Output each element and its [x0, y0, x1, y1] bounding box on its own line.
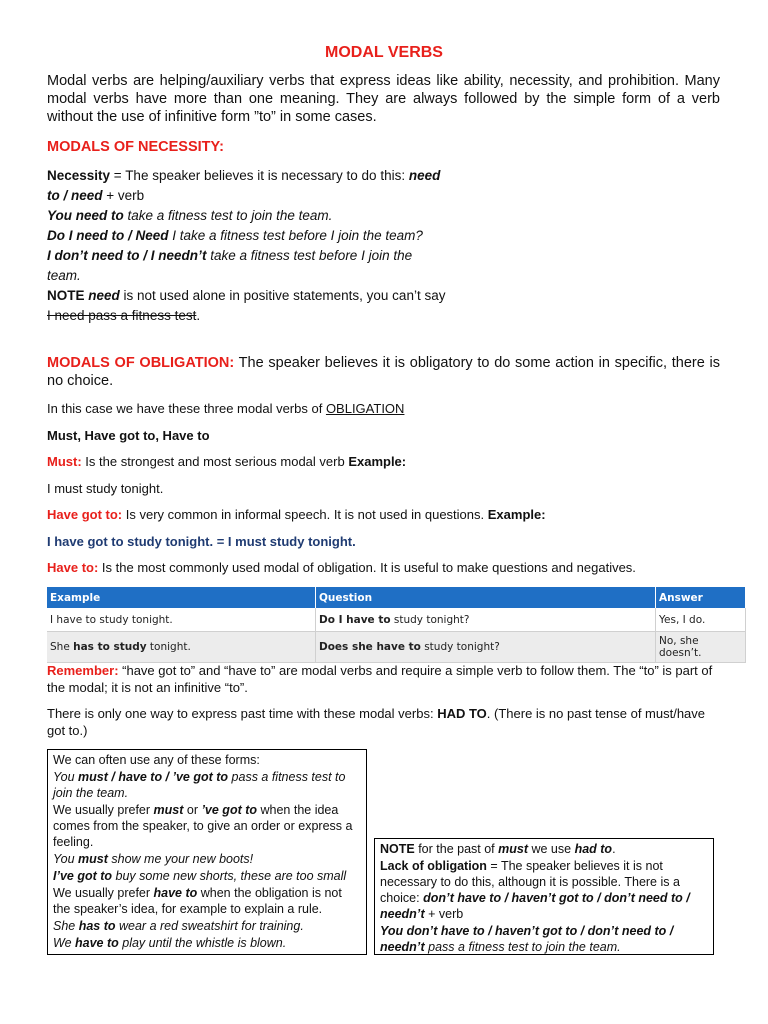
box1-line — [53, 935, 361, 951]
box1-text: or — [183, 803, 202, 817]
table-header-question: Question — [316, 587, 656, 608]
box1-line — [53, 769, 361, 801]
example-1-modal: You need to — [47, 208, 124, 223]
have-to-text: Is the most commonly used modal of obligation. It is useful to make questions and negatives. — [98, 560, 636, 575]
box2-line — [380, 923, 708, 955]
intro-paragraph: Modal verbs are helping/auxiliary verbs that express ideas like ability, necessity, and prohibition. Many modal verbs have more than one meaning. They are always followed by the simple form of a verb without the use of infinitive form ”to” in some cases. — [47, 73, 720, 125]
page-title: MODAL VERBS — [325, 44, 443, 61]
case-text: In this case we have these three modal verbs of — [47, 401, 326, 416]
table-cell: I have to study tonight. — [47, 608, 316, 632]
must-label: Must: — [47, 454, 82, 469]
box2-text: + verb — [424, 907, 464, 921]
have-got-to-line — [47, 506, 737, 523]
necessity-form: need to / need — [47, 168, 441, 203]
box1-text: You — [53, 852, 79, 866]
lack-of-obligation-box — [374, 838, 714, 955]
box2-term: Lack of obligation — [380, 859, 487, 873]
box1-modal: have to — [75, 936, 119, 950]
example-3-rest: take a fitness test before I join the team. — [47, 248, 413, 283]
past-tail: . (There is no past tense of must/have got to.) — [47, 706, 706, 738]
box2-line — [380, 841, 708, 857]
must-example: I must study tonight. — [47, 481, 164, 496]
examples-table — [47, 587, 746, 663]
box1-line: We can often use any of these forms: — [53, 753, 260, 767]
box2-modal: had to — [574, 842, 613, 856]
box1-line — [53, 868, 361, 884]
example-modal: has to study — [73, 641, 147, 653]
box1-text: We — [53, 936, 75, 950]
box1-text: We usually prefer — [53, 886, 154, 900]
necessity-definition — [47, 166, 447, 206]
box1-text: wear a red sweatshirt for training. — [115, 919, 304, 933]
remember-label: Remember: — [47, 663, 119, 678]
table-cell: Yes, I do. — [656, 608, 746, 632]
box1-line — [53, 885, 361, 917]
must-text: Is the strongest and most serious modal verb — [81, 454, 349, 469]
necessity-def-tail: + verb — [102, 188, 145, 203]
box2-text: . — [612, 842, 616, 856]
have-got-to-example: I have got to study tonight. = I must study tonight. — [47, 534, 356, 549]
box1-modal: ’ve got to — [201, 803, 258, 817]
necessity-heading: MODALS OF NECESSITY: — [47, 139, 224, 155]
have-to-label: Have to: — [47, 560, 99, 575]
necessity-example-2 — [47, 226, 447, 246]
box1-text: You — [53, 770, 79, 784]
have-got-to-label: Have got to: — [47, 507, 123, 522]
table-row — [47, 632, 746, 663]
obligation-heading-text: The speaker believes it is obligatory to do some action in specific, there is no choice. — [47, 355, 721, 389]
box1-line — [53, 851, 361, 867]
box2-text: pass a fitness test to join the team. — [424, 940, 621, 954]
box1-modal: has to — [78, 919, 116, 933]
three-modals-line: Must, Have got to, Have to — [47, 428, 210, 443]
question-modal: Does she have to — [319, 641, 421, 653]
note-label: NOTE — [47, 288, 89, 303]
box2-line — [380, 858, 708, 922]
necessity-def-text: = The speaker believes it is necessary to do this: — [110, 168, 409, 183]
remember-paragraph — [47, 662, 717, 696]
question-rest: study tonight? — [420, 641, 500, 653]
have-got-to-text: Is very common in informal speech. It is not used in questions. — [122, 507, 488, 522]
box2-text: for the past of — [414, 842, 499, 856]
box1-text: when the obligation is not the speaker’s idea, for example to explain a rule. — [53, 886, 342, 916]
have-got-to-example-label: Example: — [487, 507, 546, 522]
box1-modal: must / have to / ’ve got to — [78, 770, 229, 784]
table-cell — [316, 608, 656, 632]
necessity-example-3 — [47, 246, 447, 286]
obligation-paragraph — [47, 354, 720, 390]
box1-modal: have to — [153, 886, 198, 900]
must-line — [47, 453, 737, 470]
table-cell: No, she doesn’t. — [656, 632, 746, 663]
box1-line — [53, 918, 361, 934]
past-had-to: HAD TO — [437, 706, 487, 721]
box1-modal: must — [78, 852, 108, 866]
must-example-label: Example: — [348, 454, 407, 469]
forms-box — [47, 749, 367, 955]
example-1-rest: take a fitness test to join the team. — [123, 208, 333, 223]
past-tense-paragraph — [47, 705, 717, 739]
box1-text: play until the whistle is blown. — [118, 936, 287, 950]
table-header-answer: Answer — [656, 587, 746, 608]
box1-text: We usually prefer — [53, 803, 154, 817]
note-text: is not used alone in positive statements, you can’t say — [119, 288, 446, 303]
case-obligation-underlined: OBLIGATION — [325, 401, 405, 416]
table-cell — [47, 632, 316, 663]
note-strikethrough: I need pass a fitness test — [47, 308, 197, 323]
box1-text: buy some new shorts, these are too small — [112, 869, 347, 883]
example-3-modal: I don’t need to / I needn’t — [47, 248, 207, 263]
have-to-line — [47, 559, 737, 576]
table-header-example: Example — [47, 587, 316, 608]
example-subject: She — [50, 641, 74, 653]
box1-text: She — [53, 919, 79, 933]
question-rest: study tonight? — [390, 613, 470, 626]
box1-modal: must — [153, 803, 184, 817]
note-end: . — [196, 308, 201, 323]
question-modal: Do I have to — [319, 613, 391, 626]
box1-text: when the idea comes from the speaker, to give an order or express a feeling. — [53, 803, 353, 849]
box2-text: we use — [528, 842, 575, 856]
table-header-row — [47, 587, 746, 608]
box2-text: = The speaker believes it is not necessary to do this, althougn it is possible. There is a choice: — [380, 859, 680, 905]
box1-line — [53, 802, 361, 850]
table-row — [47, 608, 746, 632]
note-need: need — [88, 288, 120, 303]
box1-modal: I’ve got to — [53, 869, 113, 883]
table-cell — [316, 632, 656, 663]
example-rest: tonight. — [146, 641, 191, 653]
box2-modal: You don’t have to / haven’t got to / don’t need to / needn’t — [380, 924, 674, 954]
obligation-heading: MODALS OF OBLIGATION: — [47, 355, 235, 371]
obligation-case-line — [47, 400, 737, 417]
example-2-modal: Do I need to / Need — [47, 228, 169, 243]
box1-text: show me your new boots! — [107, 852, 254, 866]
past-text: There is only one way to express past time with these modal verbs: — [47, 706, 438, 721]
necessity-note — [47, 286, 447, 326]
remember-text: “have got to” and “have to” are modal verbs and require a simple verb to follow them. The “to” is part of the modal; it is not an infinitive “to”. — [47, 663, 713, 695]
necessity-block — [47, 166, 447, 326]
box1-text: pass a fitness test to join the team. — [53, 770, 346, 800]
box2-modal: don’t have to / haven’t got to / don’t need to / needn’t — [380, 891, 690, 921]
box2-modal: must — [498, 842, 528, 856]
necessity-term: Necessity — [47, 168, 111, 183]
example-2-rest: I take a fitness test before I join the team? — [168, 228, 423, 243]
necessity-example-1 — [47, 206, 447, 226]
box2-note-label: NOTE — [380, 842, 415, 856]
